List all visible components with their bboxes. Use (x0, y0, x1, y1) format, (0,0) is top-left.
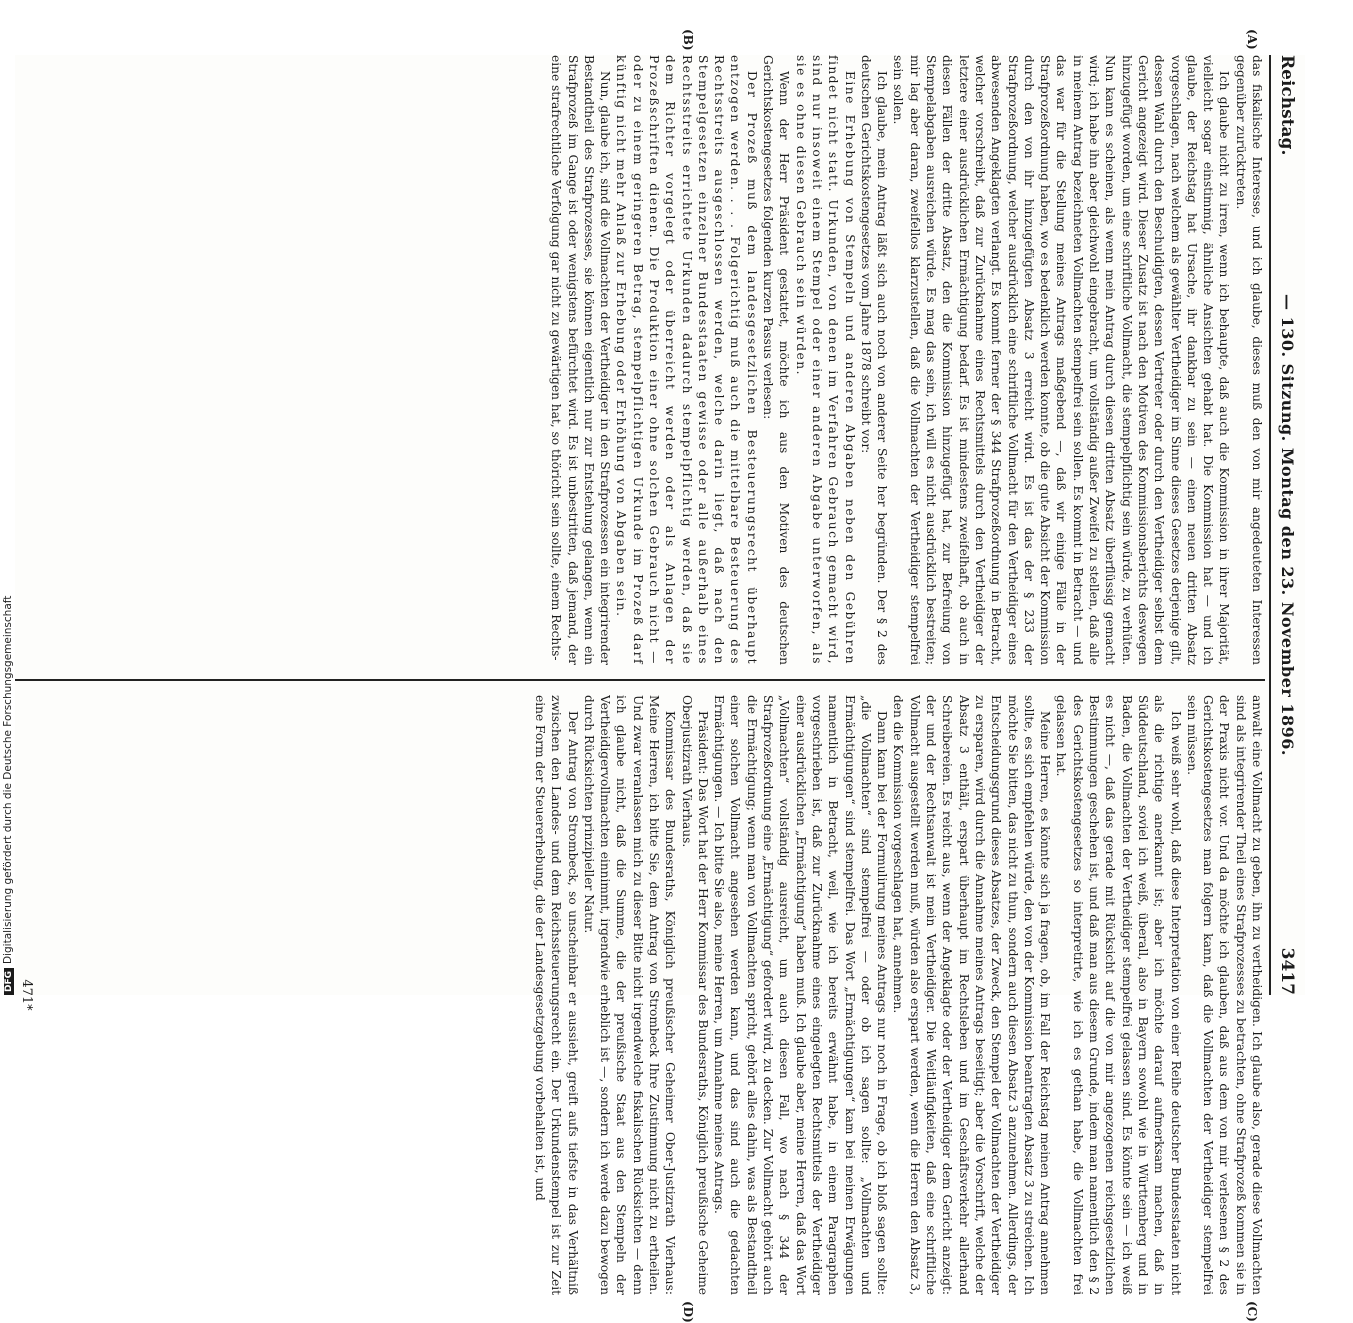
speaker-paragraph: Kommissar des Bundesraths, Königlich preußischer Geheimer Ober-Justizrath Vierhaus: Meine Herren, ich bitte Sie, dem Antrag von Strombeck Ihre Zustimmung nicht zu ertheilen. Und zwar veranlassen mich zu dieser Bitte nicht irgendwelche fiskalischen Rücksichten — denn ich glaube nicht, daß die Summe, die der preußische Staat aus den Stempeln der Vertheidigervollmachten einnimmt, irgendwie erheblich ist —, sondern ich werde dazu bewogen durch Rücksichten prinzipieller Natur. (581, 695, 678, 1295)
header-section: Reichstag. (1277, 55, 1297, 156)
credit-text: Digitalisierung gefördert durch die Deutsche Forschungsgemeinschaft (2, 595, 14, 964)
paragraph: Wenn der Herr Präsident gestattet, möchte ich aus den Motiven des deutschen Gerichtskostengesetzes folgenden kurzen Passus verlesen: (761, 55, 792, 665)
quote-paragraph: Eine Erhebung von Stempeln und anderen Abgaben neben den Gebühren findet nicht statt. Urkunden, von denen im Verfahren Gebrauch gemacht wird, sind nur insoweit einem Stempel oder einer anderen Abgabe unterworfen, als sie es ohne diesen Gebrauch sein würden. (793, 55, 857, 665)
paragraph: Meine Herren, es könnte sich ja fragen, ob, im Fall der Reichstag meinen Antrag annehmen sollte, es sich empfehlen würde, den von der Kommission beantragten Absatz 3 zu streichen. Ich möchte Sie bitten, das nicht zu thun, sondern auch diesen Absatz 3 anzunehmen. Allerdings, der Entscheidungsgrund dieses Absatzes, der Zweck, den Stempel der Vollmachten der Vertheidiger zu ersparen, wird durch die Annahme meines Antrags beseitigt; aber die Vorschrift, welche der Absatz 3 enthält, erspart überhaupt im Rechtsleben und im Geschäftsverkehr allerhand Schreibereien. Es reicht aus, wenn der Angeklagte oder der Vertheidiger dem Gericht anzeigt: der und der Rechtsanwalt ist mein Vertheidiger. Die Weitläufigkeiten, daß eine schriftliche Vollmacht ausgestellt werden muß, würden also erspart werden, wenn die Herren den Absatz 3, den die Kommission vorgeschlagen hat, annehmen. (891, 695, 1053, 1295)
paragraph: Der Antrag von Strombeck, so unscheinbar er aussieht, greift aufs tiefste in das Verhältniß zwischen den Landes- und dem Reichssteuerungsrecht ein. Der Urkundenstempel ist zur Zeit eine Form der Steuererhebung, die der Landesgesetzgebung vorbehalten ist, und (532, 695, 580, 1295)
paragraph: Nun, glaube ich, sind die Vollmachten der Vertheidiger in den Strafprozessen ein integrirender Bestandtheil des Strafprozesses, sie können eigentlich nur zur Entstehung gelangen, wenn ein Strafprozeß im Gange ist oder wenigstens befürchtet wird. Es ist unbestritten, daß jemand, der eine strafrechtliche Verfolgung gar nicht zu gewärtigen hat, so thöricht sein sollte, einem Rechts- (549, 55, 613, 665)
margin-mark-c: (C) (1245, 1301, 1259, 1322)
paragraph: das fiskalische Interesse, und ich glaube, dieses muß den von mir angedeuteten Interessen gegenüber zurücktreten. (1233, 55, 1264, 665)
header-rule (1269, 55, 1271, 995)
signature-mark: 471* (19, 979, 34, 1011)
margin-mark-a: (A) (1245, 29, 1259, 50)
margin-mark-b: (B) (681, 29, 695, 51)
header-session: — 130. Sitzung. Montag den 23. November 1896. (1278, 294, 1297, 756)
margin-mark-d: (D) (681, 1301, 695, 1323)
quote-paragraph: Der Prozeß muß dem landesgesetzlichen Besteuerungsrecht überhaupt entzogen werden. . . . Folgerichtig muß auch die mittelbare Besteuerung des Rechtsstreits ausgeschlossen werden, welche darin liegt, daß nach den Stempelgesetzen einzelner Bundesstaaten gewisse oder alle außerhalb eines Rechtsstreits errichtete Urkunden dadurch stempelpflichtig werden, daß sie dem Richter vorgelegt oder überreicht werden oder als Anlagen der Prozeßschriften dienen. Die Produktion einer ohne solchen Gebrauch nicht — oder zu einem geringeren Betrag, stempelpflichtigen Urkunde im Prozeß darf künftig nicht mehr Anlaß zur Erhebung oder Erhöhung von Abgaben sein. (614, 55, 759, 665)
paragraph: Dann kann bei der Formulirung meines Antrags nur noch in Frage, ob ich bloß sagen sollte: „die Vollmachten“ sind stempelfrei — oder ob ich sagen sollte: „Vollmachten und Ermächtigungen“ sind stempelfrei. Das Wort „Ermächtigungen“ kam bei meinen Erwägungen namentlich in Betracht, weil, wie ich bereits erwähnt habe, in einem Paragraphen vorgeschrieben ist, daß zur Zurücknahme eines eingelegten Rechtsmittels der Vertheidiger einer ausdrücklichen „Ermächtigung“ haben muß. Ich glaube aber, meine Herren, daß das Wort „Vollmachten“ vollständig ausreicht, um auch diesen Fall, wo nach § 344 der Strafprozeßordnung eine „Ermächtigung“ gefordert wird, zu decken. Zur Vollmacht gehört auch die Ermächtigung; wenn man von Vollmachten spricht, gehört alles dahin, was als Bestandtheil einer solchen Vollmacht angesehen werden kann, und das sind auch die gedachten Ermächtigungen. — Ich bitte Sie also, meine Herren, um Annahme meines Antrags. (712, 695, 890, 1295)
header-page-number: 3417 (1277, 947, 1297, 995)
column-divider (15, 679, 1265, 681)
scanned-page (15, 29, 1305, 1323)
digitization-credit (2, 596, 14, 995)
paragraph: anwalt eine Vollmacht zu geben, ihn zu vertheidigen. Ich glaube also, gerade diese Vollmachten sind als integrirender Theil eines Strafprozesses zu betrachten, ohne Strafprozeß kommen sie in der Praxis nicht vor. Und da möchte ich glauben, daß aus dem von mir verlesenen § 2 des Gerichtskostengesetzes man folgern kann, daß die Vollmachten der Vertheidiger stempelfrei sein müssen. (1184, 695, 1264, 1295)
left-column (45, 55, 1265, 665)
right-column (45, 695, 1265, 1295)
paragraph: Ich glaube, mein Antrag läßt sich auch noch von anderer Seite her begründen. Der § 2 des deutschen Gerichtskostengesetzes vom Jahre 1878 schreibt vor: (858, 55, 890, 665)
dfg-logo-icon: DFG (4, 968, 14, 995)
page-header (1271, 55, 1305, 995)
paragraph: Ich weiß sehr wohl, daß diese Interpretation von einer Reihe deutscher Bundesstaaten nicht als die richtige anerkannt ist; aber ich möchte darauf aufmerksam machen, daß in Süddeutschland, soviel ich weiß, überall, also in Bayern sowohl wie in Württemberg und in Baden, die Vollmachten der Vertheidiger stempelfrei gelassen sind. Es könnte sein — ich weiß es nicht —, daß das gerade mit Rücksicht auf die von mir angezogenen reichsgesetzlichen Bestimmungen geschehen ist, und daß man aus diesem Grunde, indem man namentlich den § 2 des Gerichtskostengesetzes so interpretirte, wie ich es gethan habe, die Vollmachten frei gelassen hat. (1054, 695, 1183, 1295)
paragraph: Ich glaube nicht zu irren, wenn ich behaupte, daß auch die Kommission in ihrer Majorität, vielleicht sogar einstimmig, ähnliche Ansichten gehabt hat. Die Kommission hat — und ich glaube, der Reichstag hat Ursache, ihr dankbar zu sein — einen neuen dritten Absatz vorgeschlagen, nach welchem als gewählter Vertheidiger im Sinne dieses Gesetzes derjenige gilt, dessen Wahl durch den Beschuldigten, dessen Vertreter oder durch den Vertheidiger selbst dem Gericht angezeigt wird. Dieser Zusatz ist nach den Motiven des Kommissionsberichts deswegen hinzugefügt worden, um eine schriftliche Vollmacht, die stempelpflichtig sein würde, zu verhüten. Nun kann es scheinen, als wenn mein Antrag durch diesen dritten Absatz überflüssig gemacht wird; ich habe ihn aber gleichwohl eingebracht, um vollständig außer Zweifel zu stellen, daß alle in meinem Antrag bezeichneten Vollmachten stempelfrei sein sollen. Es kommt in Betracht — und das war für die Stellung meines Antrags maßgebend —, daß wir einige Fälle in der Strafprozeßordnung haben, wo es bedenklich werden konnte, ob die gute Absicht der Kommission durch den von ihr hinzugefügten Absatz 3 erreicht wird. Es ist das der § 233 der Strafprozeßordnung, welcher ausdrücklich eine schriftliche Vollmacht für den Vertheidiger eines abwesenden Angeklagten verlangt. Es kommt ferner der § 344 Strafprozeßordnung in Betracht, welcher vorschreibt, daß zur Zurücknahme eines Rechtsmittels durch den Vertheidiger der letztere einer ausdrücklichen Ermächtigung bedarf. Es ist mindestens zweifelhaft, ob auch in diesen Fällen der dritte Absatz, den die Kommission hinzugefügt hat, zur Befreiung von Stempelabgaben ausreichen würde. Es mag das sein, ich will es nicht ausdrücklich bestreiten; mir lag aber daran, zweifellos klarzustellen, daß die Vollmachten der Vertheidiger stempelfrei sein sollen. (891, 55, 1232, 665)
speaker-paragraph: Präsident: Das Wort hat der Herr Kommissar des Bundesraths, Königlich preußische Geheime Oberjustizrath Vierhaus. (679, 695, 710, 1295)
